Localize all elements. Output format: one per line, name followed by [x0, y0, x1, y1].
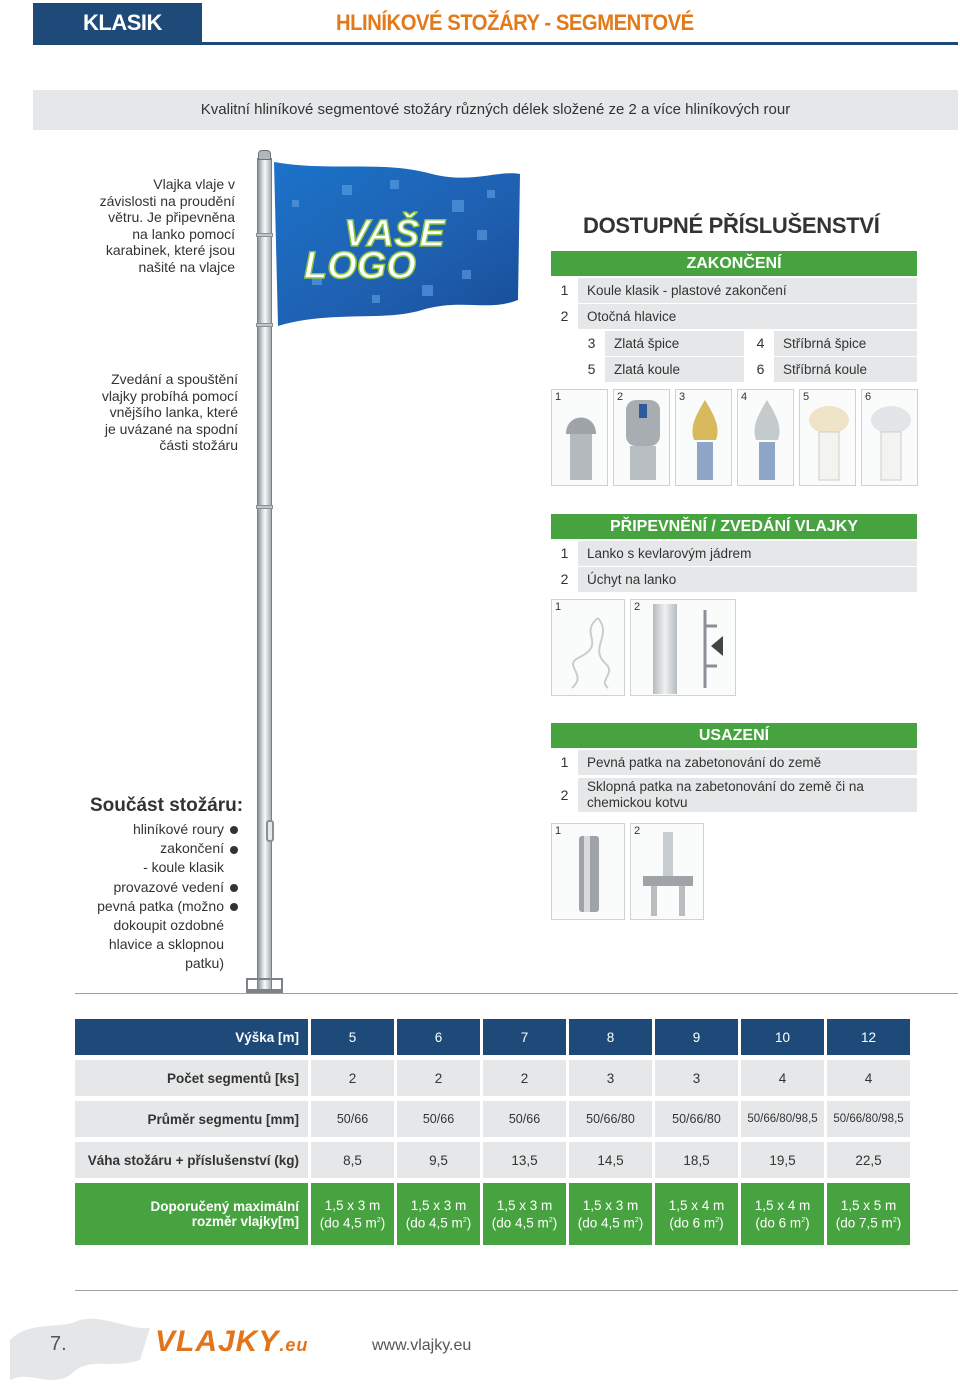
spec-cell: 19,5	[741, 1142, 824, 1178]
spec-cell: 1,5 x 4 m (do 6 $m^2$)	[741, 1183, 824, 1245]
base-thumb-fixed: 1	[551, 823, 625, 920]
website-link[interactable]: www.vlajky.eu	[372, 1337, 472, 1354]
spec-cell: 50/66/80	[655, 1101, 738, 1137]
spec-label: Průměr segmentu [mm]	[75, 1101, 308, 1137]
spec-cell: 50/66/80	[569, 1101, 652, 1137]
finial-thumb-gold-ball: 5	[799, 389, 856, 486]
spec-cell: 6	[397, 1019, 480, 1055]
world-map-icon	[0, 1300, 160, 1390]
finials-heading: ZAKONČENÍ	[551, 251, 917, 276]
rope-cleat	[266, 820, 274, 842]
finial-thumb-silver-spike: 4	[737, 389, 794, 486]
spec-cell: 1,5 x 3 m (do 4,5 $m^2$)	[397, 1183, 480, 1245]
spec-cell: 18,5	[655, 1142, 738, 1178]
spec-row-flag-size	[75, 1183, 910, 1245]
spec-cell: 12	[827, 1019, 910, 1055]
spec-table	[72, 1019, 913, 1245]
finial-thumb-ball-classic: 1	[551, 389, 608, 486]
category-tab: KLASIK	[33, 3, 202, 42]
hoist-note: Zvedání a spouštění vlajky probíhá pomocí vnějšího lanka, které je uvázané na spodní části stožáru	[101, 371, 238, 453]
base-heading: USAZENÍ	[551, 723, 917, 748]
parts-list	[97, 820, 238, 974]
flagpole	[257, 158, 272, 990]
spec-cell: 1,5 x 3 m (do 4,5 $m^2$)	[569, 1183, 652, 1245]
bullet-icon	[230, 846, 238, 854]
spec-cell: 14,5	[569, 1142, 652, 1178]
bullet-icon	[230, 826, 238, 834]
spec-cell: 8,5	[311, 1142, 394, 1178]
spec-row-height	[75, 1019, 910, 1055]
spec-cell: 50/66	[483, 1101, 566, 1137]
parts-line: patku)	[185, 955, 224, 972]
finial-row-2: 2 Otočná hlavice	[551, 304, 917, 329]
page-title: HLINÍKOVÉ STOŽÁRY - SEGMENTOVÉ	[336, 10, 694, 35]
base-row-1: 1 Pevná patka na zabetonování do země	[551, 750, 917, 775]
spec-cell: 2	[397, 1060, 480, 1096]
finial-row-3: 3 Zlatá špice	[578, 331, 744, 356]
base-thumb-tilting: 2	[630, 823, 704, 920]
spec-label: Počet segmentů [ks]	[75, 1060, 308, 1096]
bullet-icon	[230, 884, 238, 892]
spec-label: Výška [m]	[75, 1019, 308, 1055]
spec-row-weight	[75, 1142, 910, 1178]
spec-cell: 2	[483, 1060, 566, 1096]
parts-title: Součást stožáru:	[90, 795, 244, 816]
spec-cell: 1,5 x 4 m (do 6 $m^2$)	[655, 1183, 738, 1245]
base-row-2: 2 Sklopná patka na zabetonování do země či na chemickou kotvu	[551, 778, 917, 812]
spec-cell: 2	[311, 1060, 394, 1096]
parts-line: zakončení	[97, 839, 238, 858]
finial-row-5: 5 Zlatá koule	[578, 357, 744, 382]
mounting-heading: PŘIPEVNĚNÍ / ZVEDÁNÍ VLAJKY	[551, 514, 917, 539]
brand-logo: VLAJKY.eu	[155, 1325, 309, 1358]
spec-cell: 7	[483, 1019, 566, 1055]
spec-row-diameter	[75, 1101, 910, 1137]
spec-cell: 9	[655, 1019, 738, 1055]
footer-divider	[75, 1290, 958, 1291]
spec-cell: 1,5 x 5 m (do 7,5 $m^2$)	[827, 1183, 910, 1245]
pole-segment-joint	[256, 505, 273, 509]
spec-cell: 50/66/80/98,5	[827, 1101, 910, 1137]
finial-row-4: 4 Stříbrná špice	[747, 331, 917, 356]
spec-cell: 3	[655, 1060, 738, 1096]
parts-line: hliníkové roury	[97, 820, 238, 839]
spec-cell: 13,5	[483, 1142, 566, 1178]
flag-clip	[256, 323, 273, 327]
spec-row-segments	[75, 1060, 910, 1096]
spec-cell: 9,5	[397, 1142, 480, 1178]
intro-banner: Kvalitní hliníkové segmentové stožáry různých délek složené ze 2 a více hliníkových rour	[33, 90, 958, 130]
parts-line: - koule klasik	[143, 859, 224, 876]
spec-cell: 1,5 x 3 m (do 4,5 $m^2$)	[311, 1183, 394, 1245]
spec-cell: 50/66	[397, 1101, 480, 1137]
flag-clip	[256, 233, 273, 237]
parts-line: hlavice a sklopnou	[108, 936, 224, 953]
flag-illustration	[272, 160, 522, 330]
spec-cell: 3	[569, 1060, 652, 1096]
mounting-row-1: 1 Lanko s kevlarovým jádrem	[551, 541, 917, 566]
finial-thumb-silver-ball: 6	[861, 389, 918, 486]
finial-row-6: 6 Stříbrná koule	[747, 357, 917, 382]
pole-base-plate	[246, 978, 283, 993]
parts-line: dokoupit ozdobné	[113, 917, 224, 934]
spec-cell: 5	[311, 1019, 394, 1055]
bullet-icon	[230, 903, 238, 911]
spec-cell: 22,5	[827, 1142, 910, 1178]
spec-label: Váha stožáru + příslušenství (kg)	[75, 1142, 308, 1178]
spec-cell: 10	[741, 1019, 824, 1055]
flag-logo-line2: LOGO	[304, 245, 416, 287]
spec-cell: 50/66/80/98,5	[741, 1101, 824, 1137]
mounting-row-2: 2 Úchyt na lanko	[551, 567, 917, 592]
parts-line: provazové vedení	[97, 878, 238, 897]
page-number: 7.	[50, 1333, 67, 1355]
section-divider	[75, 993, 958, 994]
header-divider	[33, 42, 958, 45]
mounting-thumb-rope: 1	[551, 599, 625, 696]
spec-cell: 4	[827, 1060, 910, 1096]
spec-cell: 8	[569, 1019, 652, 1055]
accessories-title: DOSTUPNÉ PŘÍSLUŠENSTVÍ	[583, 213, 880, 238]
spec-cell: 1,5 x 3 m (do 4,5 $m^2$)	[483, 1183, 566, 1245]
finial-thumb-gold-spike: 3	[675, 389, 732, 486]
spec-cell: 50/66	[311, 1101, 394, 1137]
spec-cell: 4	[741, 1060, 824, 1096]
pole-finial	[258, 150, 271, 160]
flag-note: Vlajka vlaje v závislosti na proudění větru. Je připevněna na lanko pomocí karabinek, které jsou našité na vlajce	[99, 176, 235, 275]
mounting-thumb-clip: 2	[630, 599, 736, 696]
parts-line: pevná patka (možno	[97, 897, 238, 916]
flag-logo-line1: VAŠE	[344, 213, 445, 255]
finial-thumb-rotating: 2	[613, 389, 670, 486]
spec-label: Doporučený maximální rozměr vlajky[m]	[75, 1183, 308, 1245]
finial-row-1: 1 Koule klasik - plastové zakončení	[551, 278, 917, 303]
